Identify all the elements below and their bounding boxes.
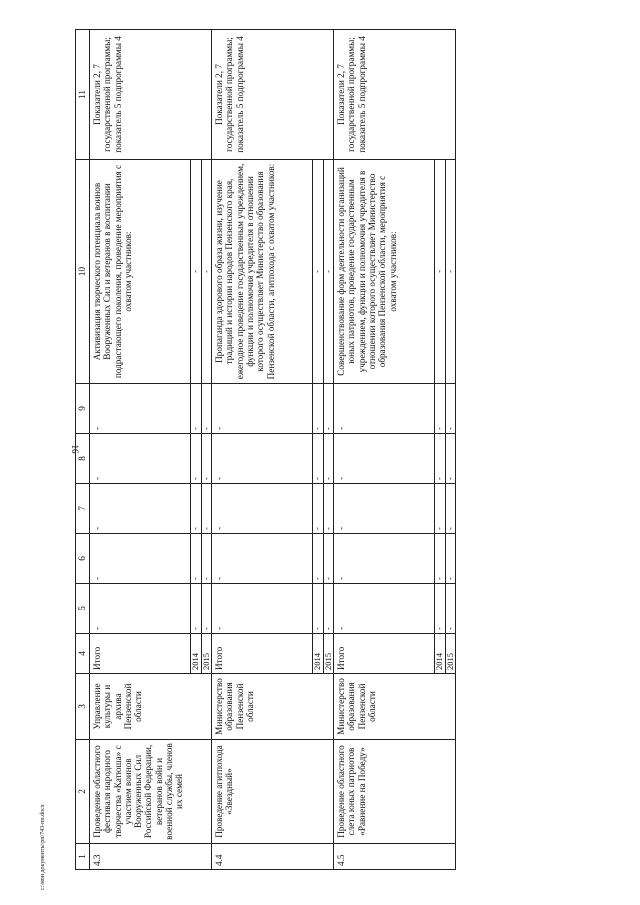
program-table	[75, 29, 456, 870]
funding-value: -	[445, 434, 456, 484]
column-header-11: 11	[76, 30, 90, 160]
funding-value: -	[201, 534, 212, 584]
funding-value: -	[445, 484, 456, 534]
row-number: 4.5	[334, 844, 456, 870]
year-result: -	[201, 160, 212, 384]
event-name: Проведение агитпохода «Звездный»	[212, 740, 334, 844]
row-number: 4.4	[212, 844, 334, 870]
footer-file-path	[40, 790, 60, 890]
funding-value: -	[90, 384, 191, 434]
period-total: Итого	[90, 634, 191, 674]
year-result: -	[445, 160, 456, 384]
year-label: 2014	[435, 634, 446, 674]
funding-value: -	[90, 484, 191, 534]
funding-value: -	[212, 384, 313, 434]
column-header-1: 1	[76, 844, 90, 870]
indicator: Показатели 2, 7 государственной программы; показатель 5 подпрограммы 4	[334, 30, 456, 160]
period-total: Итого	[212, 634, 313, 674]
year-label: 2014	[313, 634, 324, 674]
funding-value: -	[435, 434, 446, 484]
funding-value: -	[313, 534, 324, 584]
indicator: Показатели 2, 7 государственной программы; показатель 5 подпрограммы 4	[212, 30, 334, 160]
footer-path-text: c:\мои документы\рп\743-пп.docx	[40, 804, 46, 890]
funding-value: -	[334, 534, 435, 584]
column-header-8: 8	[76, 434, 90, 484]
funding-value: -	[334, 584, 435, 634]
funding-value: -	[313, 434, 324, 484]
funding-value: -	[191, 584, 202, 634]
funding-value: -	[201, 584, 212, 634]
funding-value: -	[191, 484, 202, 534]
event-name: Проведение областного фестиваля народного творчества «Катюша» с участием воинов Вооруженных Сил Российской Федерации, ветеранов войн и военной службы, членов их семей	[90, 740, 212, 844]
funding-value: -	[313, 484, 324, 534]
column-header-5: 5	[76, 584, 90, 634]
funding-value: -	[323, 384, 334, 434]
expected-result: Пропаганда здорового образа жизни, изучение традиций и истории народов Пензенского края, ежегодное проведение государственным учреждением, функции и полномочия учредителя в отношении которого осуществляет Министерство образования Пензенской области, агитпохода с охватом участников:	[212, 160, 313, 384]
column-header-2: 2	[76, 740, 90, 844]
year-result: -	[313, 160, 324, 384]
funding-value: -	[334, 384, 435, 434]
expected-result: Активизация творческого потенциала воинов Вооруженных Сил и ветеранов в воспитании подрастающего поколения, проведение мероприятия с охватом участников:	[90, 160, 191, 384]
funding-value: -	[212, 584, 313, 634]
funding-value: -	[435, 534, 446, 584]
year-result: -	[191, 160, 202, 384]
table-body	[76, 30, 456, 870]
funding-value: -	[212, 534, 313, 584]
funding-value: -	[191, 534, 202, 584]
funding-value: -	[435, 484, 446, 534]
rotated-sheet	[75, 30, 585, 870]
year-label: 2015	[323, 634, 334, 674]
column-header-6: 6	[76, 534, 90, 584]
funding-value: -	[323, 484, 334, 534]
funding-value: -	[334, 484, 435, 534]
funding-value: -	[313, 584, 324, 634]
column-header-3: 3	[76, 674, 90, 740]
funding-value: -	[323, 434, 334, 484]
funding-value: -	[90, 584, 191, 634]
funding-value: -	[323, 534, 334, 584]
executor: Министерство образования Пензенской области	[212, 674, 334, 740]
indicator: Показатели 2, 7 государственной программы; показатель 5 подпрограммы 4	[90, 30, 212, 160]
header-row	[76, 30, 90, 870]
executor: Министерство образования Пензенской области	[334, 674, 456, 740]
funding-value: -	[191, 384, 202, 434]
funding-value: -	[212, 484, 313, 534]
page-number: 16	[70, 444, 80, 454]
funding-value: -	[90, 434, 191, 484]
year-result: -	[435, 160, 446, 384]
column-header-10: 10	[76, 160, 90, 384]
row-number: 4.3	[90, 844, 212, 870]
funding-value: -	[435, 584, 446, 634]
column-header-7: 7	[76, 484, 90, 534]
section-row	[334, 30, 435, 870]
year-label: 2015	[201, 634, 212, 674]
executor: Управление культуры и архива Пензенской области	[90, 674, 212, 740]
funding-value: -	[90, 534, 191, 584]
funding-value: -	[334, 434, 435, 484]
funding-value: -	[201, 384, 212, 434]
period-total: Итого	[334, 634, 435, 674]
funding-value: -	[313, 384, 324, 434]
funding-value: -	[212, 434, 313, 484]
column-header-9: 9	[76, 384, 90, 434]
funding-value: -	[445, 584, 456, 634]
funding-value: -	[191, 434, 202, 484]
section-row	[212, 30, 313, 870]
section-row	[90, 30, 191, 870]
funding-value: -	[435, 384, 446, 434]
funding-value: -	[445, 534, 456, 584]
column-header-4: 4	[76, 634, 90, 674]
funding-value: -	[323, 584, 334, 634]
year-label: 2014	[191, 634, 202, 674]
year-label: 2015	[445, 634, 456, 674]
funding-value: -	[201, 434, 212, 484]
funding-value: -	[201, 484, 212, 534]
expected-result: Совершенствование форм деятельности организаций юных патриотов, проведение государственным учреждением, функции и полномочия учредителя в отношении которого осуществляет Министерство образования Пензенской области, мероприятия с охватом участников:	[334, 160, 435, 384]
funding-value: -	[445, 384, 456, 434]
event-name: Проведение областного слета юных патриотов «Равнение на Победу»	[334, 740, 456, 844]
year-result: -	[323, 160, 334, 384]
